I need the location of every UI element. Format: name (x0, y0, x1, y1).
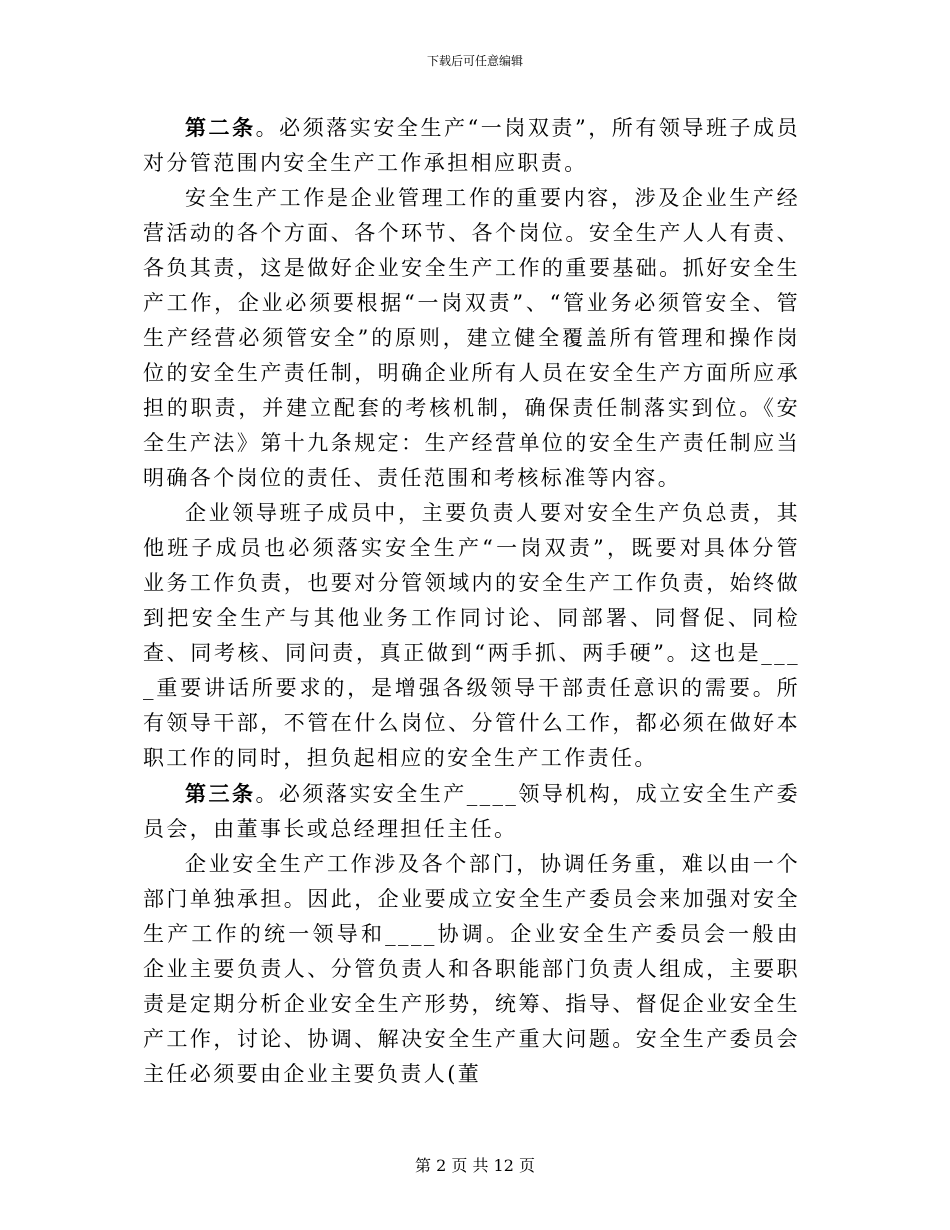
body-paragraph (143, 847, 800, 1092)
paragraph-text: 。必须落实安全生产“一岗双责”，所有领导班子成员对分管范围内安全生产工作承担相应职责。 (143, 116, 800, 175)
paragraph-text: 。必须落实安全生产____领导机构，成立安全生产委员会，由董事长或总经理担任主任。 (143, 782, 801, 841)
document-body (143, 110, 800, 1092)
page-header: 下载后可任意编辑 (426, 54, 523, 68)
article-heading: 第三条 (185, 781, 256, 806)
article-paragraph (143, 776, 800, 847)
paragraph-text: 企业领导班子成员中，主要负责人要对安全生产负总责，其他班子成员也必须落实安全生产“一岗双责”，既要对具体分管业务工作负责，也要对分管领域内的安全生产工作负责，始终做到把安全生产与其他业务工作同讨论、同部署、同督促、同检查、同考核、同问责，真正做到“两手抓、两手硬”。这也是____重要讲话所要求的，是增强各级领导干部责任意识的需要。所有领导干部，不管在什么岗位、分管什么工作，都必须在做好本职工作的同时，担负起相应的安全生产工作责任。 (143, 501, 800, 770)
paragraph-text: 安全生产工作是企业管理工作的重要内容，涉及企业生产经营活动的各个方面、各个环节、各个岗位。安全生产人人有责、各负其责，这是做好企业安全生产工作的重要基础。抓好安全生产工作，企业必须要根据“一岗双责”、“管业务必须管安全、管生产经营必须管安全”的原则，建立健全覆盖所有管理和操作岗位的安全生产责任制，明确企业所有人员在安全生产方面所应承担的职责，并建立配套的考核机制，确保责任制落实到位。《安全生产法》第十九条规定：生产经营单位的安全生产责任制应当明确各个岗位的责任、责任范围和考核标准等内容。 (143, 186, 800, 490)
body-paragraph (143, 181, 800, 496)
body-paragraph (143, 496, 800, 776)
article-paragraph (143, 110, 800, 181)
page-number: 第 2 页 共 12 页 (415, 1156, 535, 1175)
article-heading: 第二条 (185, 115, 256, 140)
paragraph-text: 企业安全生产工作涉及各个部门，协调任务重，难以由一个部门单独承担。因此，企业要成立安全生产委员会来加强对安全生产工作的统一领导和____协调。企业安全生产委员会一般由企业主要负责人、分管负责人和各职能部门负责人组成，主要职责是定期分析企业安全生产形势，统筹、指导、督促企业安全生产工作，讨论、协调、解决安全生产重大问题。安全生产委员会主任必须要由企业主要负责人(董 (143, 852, 800, 1086)
